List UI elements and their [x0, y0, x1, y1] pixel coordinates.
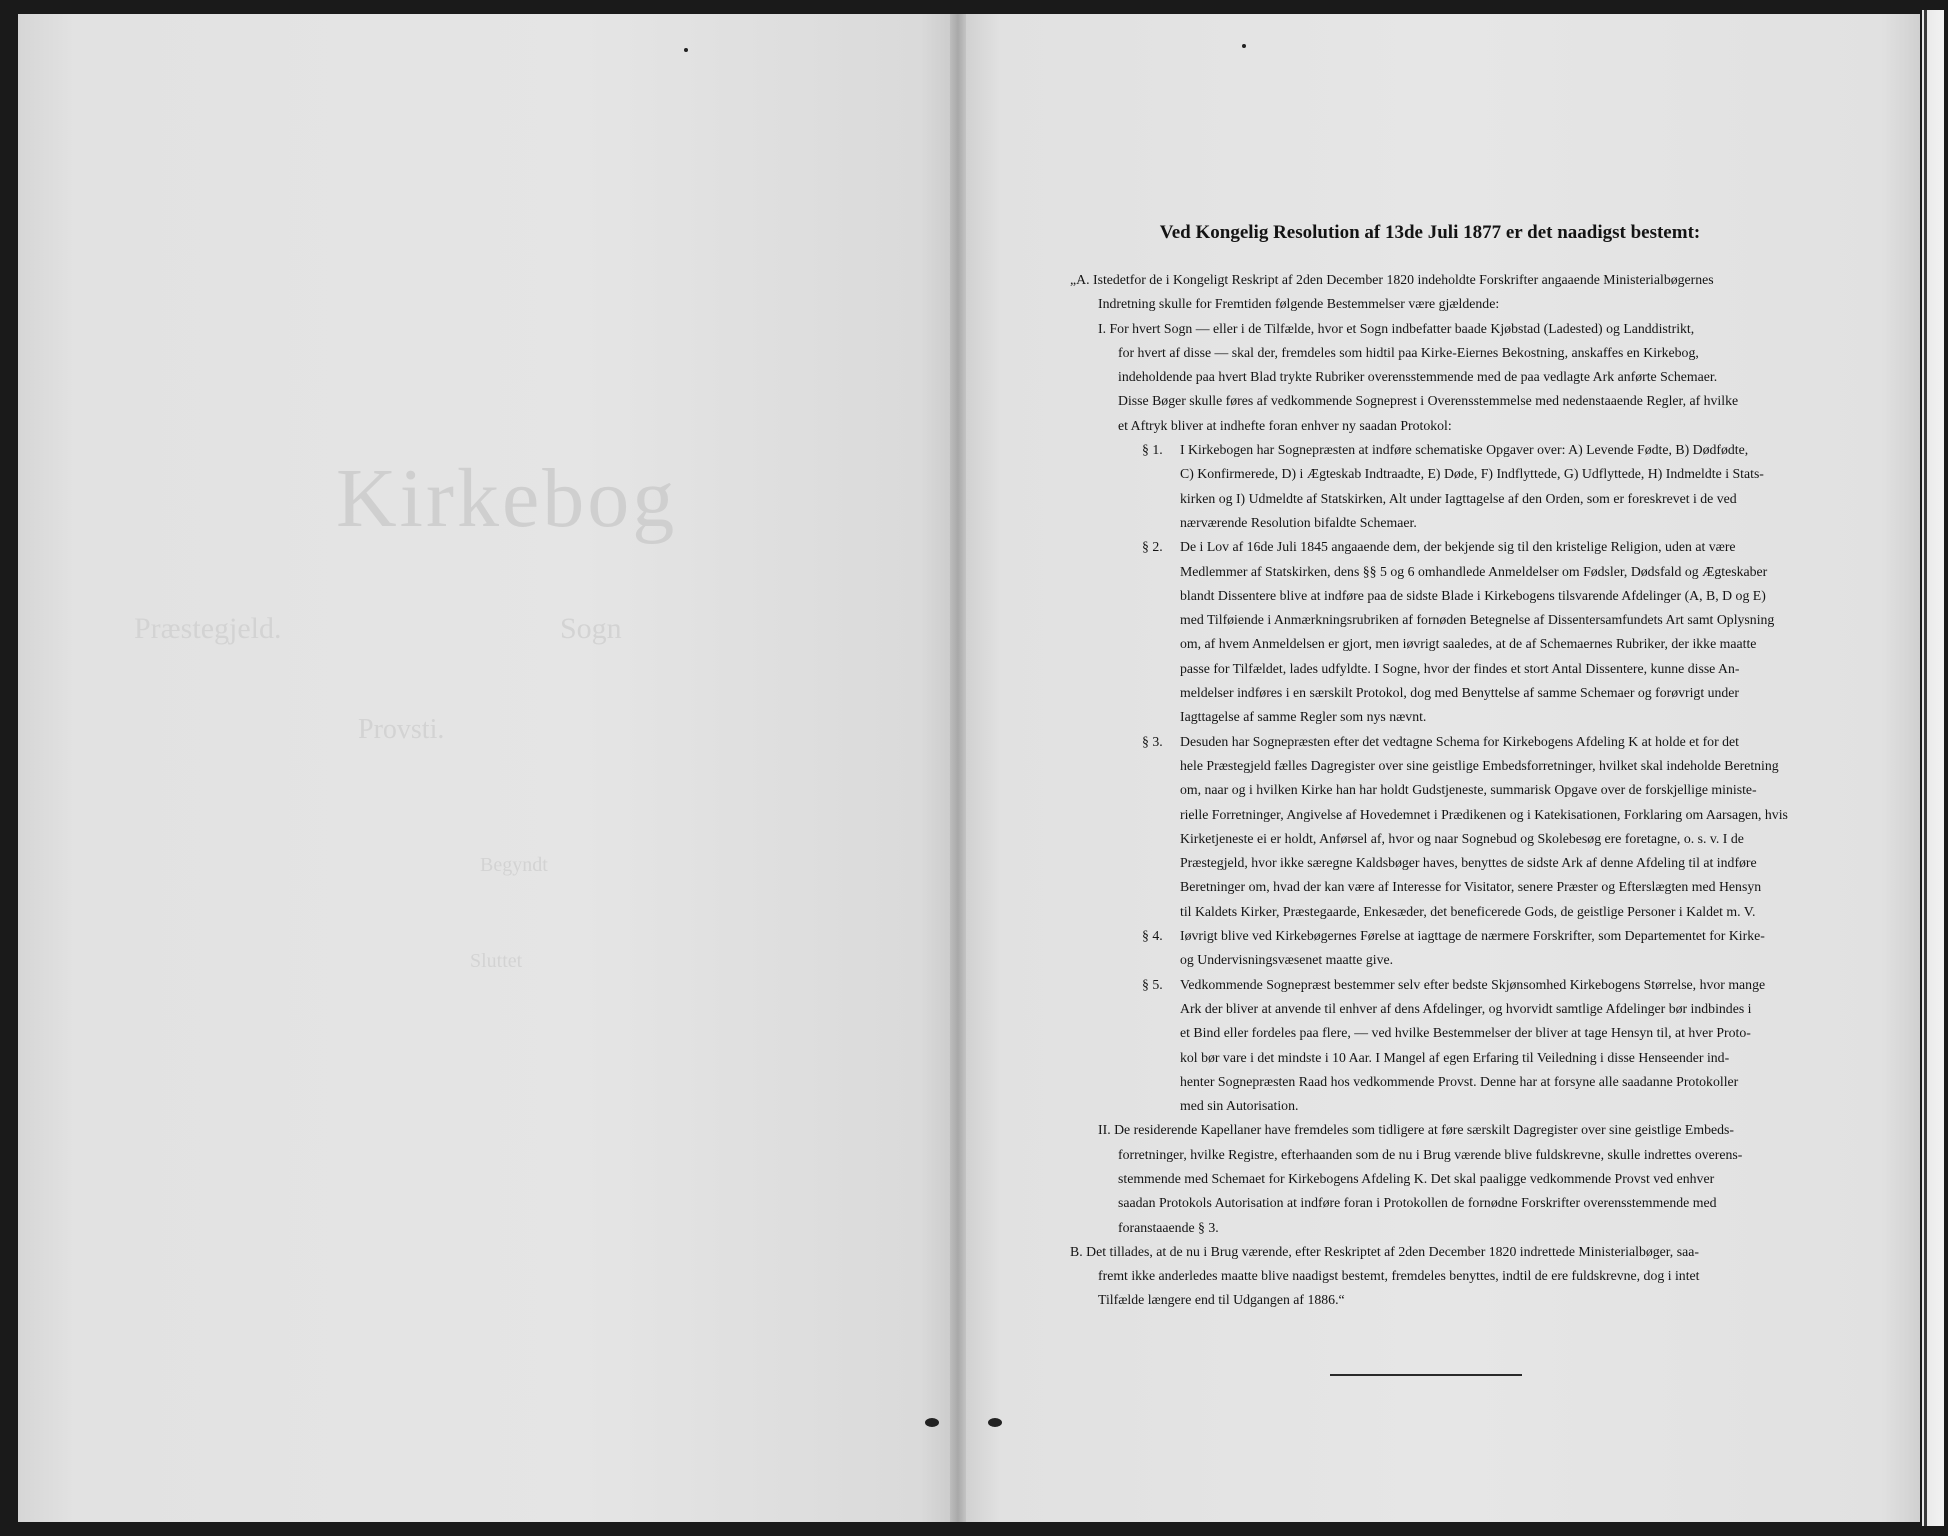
line-text: rielle Forretninger, Angivelse af Hovedemnet i Prædikenen og i Katekisationen, Forklaring om Aarsagen, hvis — [1180, 806, 1788, 822]
text-line — [1070, 1264, 1790, 1288]
text-line — [1070, 827, 1790, 851]
text-line — [1070, 1070, 1790, 1094]
line-text: II. De residerende Kapellaner have fremdeles som tidligere at føre særskilt Dagregister over sine geistlige Embeds- — [1098, 1122, 1734, 1138]
text-line — [1070, 681, 1790, 705]
line-text: kol bør vare i det mindste i 10 Aar. I Mangel af egen Erfaring til Veiledning i disse Henseender ind- — [1180, 1049, 1730, 1065]
stitch-mark — [988, 1418, 1002, 1427]
ink-speck — [1242, 44, 1246, 48]
text-line — [1070, 1021, 1790, 1045]
line-text: B. Det tillades, at de nu i Brug værende, efter Reskriptet af 2den December 1820 indrettede Ministerialbøger, saa- — [1070, 1243, 1699, 1259]
text-line — [1070, 268, 1790, 292]
text-line — [1070, 584, 1790, 608]
line-text: et Bind eller fordeles paa flere, — ved hvilke Bestemmelser der bliver at tage Hensyn til, at hver Proto- — [1180, 1025, 1751, 1041]
line-text: med sin Autorisation. — [1180, 1098, 1299, 1114]
faint-word-sogn: Sogn — [560, 612, 622, 645]
text-line — [1070, 875, 1790, 899]
line-text: hele Præstegjeld fælles Dagregister over sine geistlige Embedsforretninger, hvilket skal indeholde Beretning — [1180, 757, 1779, 773]
stitch-mark — [925, 1418, 939, 1427]
faint-title: Kirkebog — [336, 452, 678, 545]
resolution-body — [1070, 268, 1790, 1313]
page-edge-strip — [1922, 10, 1944, 1526]
line-text: foranstaaende § 3. — [1118, 1219, 1219, 1235]
text-line — [1070, 487, 1790, 511]
text-line — [1070, 900, 1790, 924]
text-line — [1070, 1094, 1790, 1118]
section-number: § 2. — [1142, 539, 1163, 555]
line-text: „A. Istedetfor de i Kongeligt Reskript af 2den December 1820 indeholdte Forskrifter angaaende Ministerialbøgernes — [1070, 272, 1714, 287]
line-text: Beretninger om, hvad der kan være af Interesse for Visitator, senere Præster og Efterslægten med Hensyn — [1180, 879, 1762, 895]
text-line — [1070, 341, 1790, 365]
line-text: C) Konfirmerede, D) i Ægteskab Indtraadte, E) Døde, F) Indflyttede, G) Udflyttede, H) Indmeldte i Stats- — [1180, 466, 1764, 482]
text-line — [1070, 511, 1790, 535]
text-line — [1070, 608, 1790, 632]
line-text: Kirketjeneste ei er holdt, Anførsel af, hvor og naar Sognebud og Skolebesøg ere foretagne, o. s. v. I de — [1180, 830, 1744, 846]
text-line — [1070, 1240, 1790, 1264]
left-page — [18, 14, 958, 1522]
text-line — [1070, 389, 1790, 413]
line-text: indeholdende paa hvert Blad trykte Rubriker overensstemmende med de paa vedlagte Ark anførte Schemaer. — [1118, 369, 1718, 385]
line-text: Disse Bøger skulle føres af vedkommende Sogneprest i Overensstemmelse med nedenstaaende Regler, af hvilke — [1118, 393, 1739, 409]
line-text: nærværende Resolution bifaldte Schemaer. — [1180, 514, 1417, 530]
ink-speck — [684, 48, 688, 52]
text-line — [1070, 1118, 1790, 1142]
text-line — [1070, 317, 1790, 341]
text-line — [1070, 632, 1790, 656]
text-line — [1070, 948, 1790, 972]
section-number: § 3. — [1142, 733, 1163, 749]
text-line — [1070, 851, 1790, 875]
text-line — [1070, 1046, 1790, 1070]
text-line — [1070, 754, 1790, 778]
line-text: Iagttagelse af samme Regler som nys nævnt. — [1180, 709, 1427, 725]
line-text: I Kirkebogen har Sognepræsten at indføre schematiske Opgaver over: A) Levende Fødte, B) Dødfødte, — [1180, 442, 1749, 458]
line-text: Medlemmer af Statskirken, dens §§ 5 og 6 omhandlede Anmeldelser om Fødsler, Dødsfald og Ægteskaber — [1180, 563, 1768, 579]
text-line — [1070, 1167, 1790, 1191]
line-text: I. For hvert Sogn — eller i de Tilfælde, hvor et Sogn indbefatter baade Kjøbstad (Ladested) og Landdistrikt, — [1098, 320, 1695, 336]
faint-word-sluttet: Sluttet — [470, 950, 523, 972]
line-text: Vedkommende Sognepræst bestemmer selv efter bedste Skjønsomhed Kirkebogens Størrelse, hvor mange — [1180, 976, 1766, 992]
text-line — [1070, 1191, 1790, 1215]
line-text: Desuden har Sognepræsten efter det vedtagne Schema for Kirkebogens Afdeling K at holde et for det — [1180, 733, 1739, 749]
text-line — [1070, 365, 1790, 389]
line-text: Præstegjeld, hvor ikke særegne Kaldsbøger haves, benyttes de sidste Ark af denne Afdeling til at indføre — [1180, 855, 1757, 871]
line-text: om, naar og i hvilken Kirke han har holdt Gudstjeneste, summarisk Opgave over de forskjellige ministe- — [1180, 782, 1757, 798]
text-line — [1070, 535, 1790, 559]
text-line — [1070, 1288, 1790, 1312]
text-line — [1070, 438, 1790, 462]
line-text: Ark der bliver at anvende til enhver af dens Afdelinger, og hvorvidt samtlige Afdelinger bør indbindes i — [1180, 1000, 1752, 1016]
line-text: forretninger, hvilke Registre, efterhaanden som de nu i Brug værende blive fuldskrevne, skulle indrettes overens- — [1118, 1146, 1743, 1162]
text-line — [1070, 997, 1790, 1021]
closing-rule — [1330, 1374, 1522, 1376]
line-text: De i Lov af 16de Juli 1845 angaaende dem, der bekjende sig til den kristelige Religion, uden at være — [1180, 539, 1736, 555]
line-text: Tilfælde længere end til Udgangen af 1886.“ — [1098, 1292, 1345, 1308]
line-text: for hvert af disse — skal der, fremdeles som hidtil paa Kirke-Eiernes Bekostning, anskaffes en Kirkebog, — [1118, 344, 1699, 360]
faint-word-begyndt: Begyndt — [480, 854, 548, 876]
text-line — [1070, 560, 1790, 584]
line-text: passe for Tilfældet, lades udfyldte. I Sogne, hvor der findes et stort Antal Dissentere, kunne disse An- — [1180, 660, 1740, 676]
line-text: saadan Protokols Autorisation at indføre foran i Protokollen de fornødne Forskrifter overensstemmende med — [1118, 1195, 1717, 1211]
text-line — [1070, 1216, 1790, 1240]
line-text: med Tilføiende i Anmærkningsrubriken af fornøden Betegnelse af Dissentersamfundets Art samt Oplysning — [1180, 612, 1775, 628]
text-line — [1070, 778, 1790, 802]
line-text: til Kaldets Kirker, Præstegaarde, Enkesæder, det beneficerede Gods, de geistlige Personer i Kaldet m. V. — [1180, 903, 1756, 919]
text-line — [1070, 705, 1790, 729]
line-text: Iøvrigt blive ved Kirkebøgernes Førelse at iagttage de nærmere Forskrifter, som Departementet for Kirke- — [1180, 928, 1765, 944]
text-line — [1070, 414, 1790, 438]
line-text: meldelser indføres i en særskilt Protokol, dog med Benyttelse af samme Schemaer og forøvrigt under — [1180, 685, 1740, 701]
resolution-heading: Ved Kongelig Resolution af 13de Juli 1877 er det naadigst bestemt: — [1159, 222, 1701, 243]
line-text: et Aftryk bliver at indhefte foran enhver ny saadan Protokol: — [1118, 417, 1452, 433]
book-gutter — [950, 14, 966, 1522]
text-line — [1070, 462, 1790, 486]
section-number: § 5. — [1142, 976, 1163, 992]
line-text: henter Sognepræsten Raad hos vedkommende Provst. Denne har at forsyne alle saadanne Protokoller — [1180, 1073, 1739, 1089]
text-line — [1070, 1143, 1790, 1167]
text-line — [1070, 924, 1790, 948]
text-line — [1070, 973, 1790, 997]
section-number: § 1. — [1142, 442, 1163, 458]
line-text: stemmende med Schemaet for Kirkebogens Afdeling K. Det skal paaligge vedkommende Provst ved enhver — [1118, 1170, 1715, 1186]
line-text: om, af hvem Anmeldelsen er gjort, men iøvrigt saaledes, at de af Schemaernes Rubriker, der ikke maatte — [1180, 636, 1757, 652]
faint-word-provsti: Provsti. — [358, 714, 445, 745]
text-line — [1070, 292, 1790, 316]
line-text: fremt ikke anderledes maatte blive naadigst bestemt, fremdeles benyttes, indtil de ere fuldskrevne, dog i intet — [1098, 1268, 1700, 1284]
line-text: og Undervisningsvæsenet maatte give. — [1180, 952, 1394, 968]
edge-line — [1924, 10, 1927, 1526]
line-text: Indretning skulle for Fremtiden følgende Bestemmelser være gjældende: — [1098, 296, 1500, 312]
faint-word-praestegjeld: Præstegjeld. — [134, 612, 282, 645]
line-text: blandt Dissentere blive at indføre paa de sidste Blade i Kirkebogens tilsvarende Afdelinger (A, B, D og E) — [1180, 587, 1766, 603]
line-text: kirken og I) Udmeldte af Statskirken, Alt under Iagttagelse af den Orden, som er foreskrevet i de ved — [1180, 490, 1737, 506]
text-line — [1070, 803, 1790, 827]
section-number: § 4. — [1142, 928, 1163, 944]
text-line — [1070, 730, 1790, 754]
text-line — [1070, 657, 1790, 681]
